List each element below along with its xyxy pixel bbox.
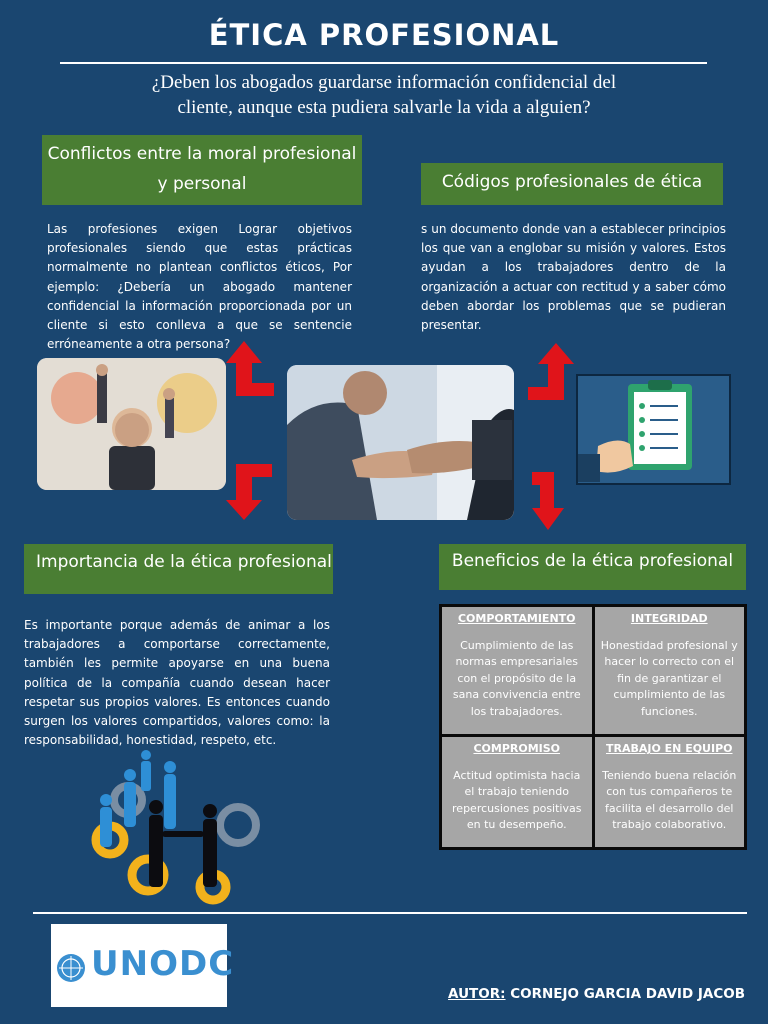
benefits-table xyxy=(439,604,747,850)
benefit-cell-commitment xyxy=(442,737,592,847)
author-name: CORNEJO GARCIA DAVID JACOB xyxy=(505,986,745,1002)
benefit-title: COMPROMISO xyxy=(473,742,561,756)
arrow-down-icon xyxy=(530,470,580,532)
arrow-up-icon xyxy=(526,340,576,402)
stressed-businessman-image xyxy=(37,358,226,490)
conflicts-text: Las profesiones exigen Lograr objetivos profesionales siendo que estas prácticas normalmente no plantean conflictos éticos, Por ejemplo: ¿Debería un abogado mantener confidencial la información proporcionada por un cliente si esto conlleva a que se sentencie erróneamente a otra persona? xyxy=(47,222,352,352)
benefit-title: COMPORTAMIENTO xyxy=(457,612,576,625)
benefit-text: Teniendo buena relación con tus compañeros te facilita el desarrollo del trabajo colaborativo. xyxy=(602,768,737,832)
benefit-text: Actitud optimista hacia el trabajo teniendo repercusiones positivas en tu desempeño. xyxy=(452,768,582,832)
unodc-logo xyxy=(51,924,235,1007)
benefit-title: TRABAJO EN EQUIPO xyxy=(605,742,733,756)
arrow-up-icon xyxy=(226,338,276,398)
importance-heading: Importancia de la ética profesional xyxy=(24,544,333,594)
page-title: ÉTICA PROFESIONAL xyxy=(208,18,560,52)
checklist-icon xyxy=(576,374,731,485)
un-emblem-icon xyxy=(55,952,87,984)
benefit-cell-integrity xyxy=(595,607,745,734)
benefit-cell-teamwork xyxy=(595,737,745,847)
question-line-1: ¿Deben los abogados guardarse información confidencial del xyxy=(151,72,617,93)
guiding-question xyxy=(120,70,648,120)
author-label: AUTOR: xyxy=(448,986,506,1002)
teamwork-gears-image xyxy=(88,745,278,905)
codes-text: s un documento donde van a establecer principios los que van a englobar su misión y valores. Estos ayudan a los trabajadores dentro de la organización a actuar con rectitud y a saber cómo deben abordar los problemas que se pudieran presentar. xyxy=(421,222,726,333)
arrow-down-icon xyxy=(224,462,274,522)
importance-text: Es importante porque además de animar a los trabajadores a comportarse correctamente, también les permite apoyarse en una buena política de la compañía cuando desean hacer respetar sus propios valores. Es entonces cuando surgen los valores compartidos, valores como: la responsabilidad, honestidad, respeto, etc. xyxy=(24,618,330,748)
conflicts-heading-line-1: Conflictos entre la moral profesional xyxy=(47,144,357,164)
conflicts-heading-line-2: y personal xyxy=(157,174,247,194)
codes-heading: Códigos profesionales de ética xyxy=(421,163,723,205)
conflicts-heading xyxy=(42,135,362,205)
benefit-cell-behavior xyxy=(442,607,592,734)
question-line-2: cliente, aunque esta pudiera salvarle la vida a alguien? xyxy=(177,97,591,118)
author-credit xyxy=(420,986,745,1002)
footer-divider xyxy=(33,912,747,914)
benefit-text: Honestidad profesional y hacer lo correcto con el fin de garantizar el cumplimiento de las funciones. xyxy=(600,638,738,718)
benefit-text: Cumplimiento de las normas empresariales con el propósito de la sana convivencia entre los trabajadores. xyxy=(452,638,581,718)
benefits-heading: Beneficios de la ética profesional xyxy=(439,544,746,590)
handshake-image xyxy=(287,365,514,520)
title-divider xyxy=(60,62,707,64)
benefit-title: INTEGRIDAD xyxy=(630,612,708,625)
logo-text: UNODC xyxy=(91,944,235,984)
